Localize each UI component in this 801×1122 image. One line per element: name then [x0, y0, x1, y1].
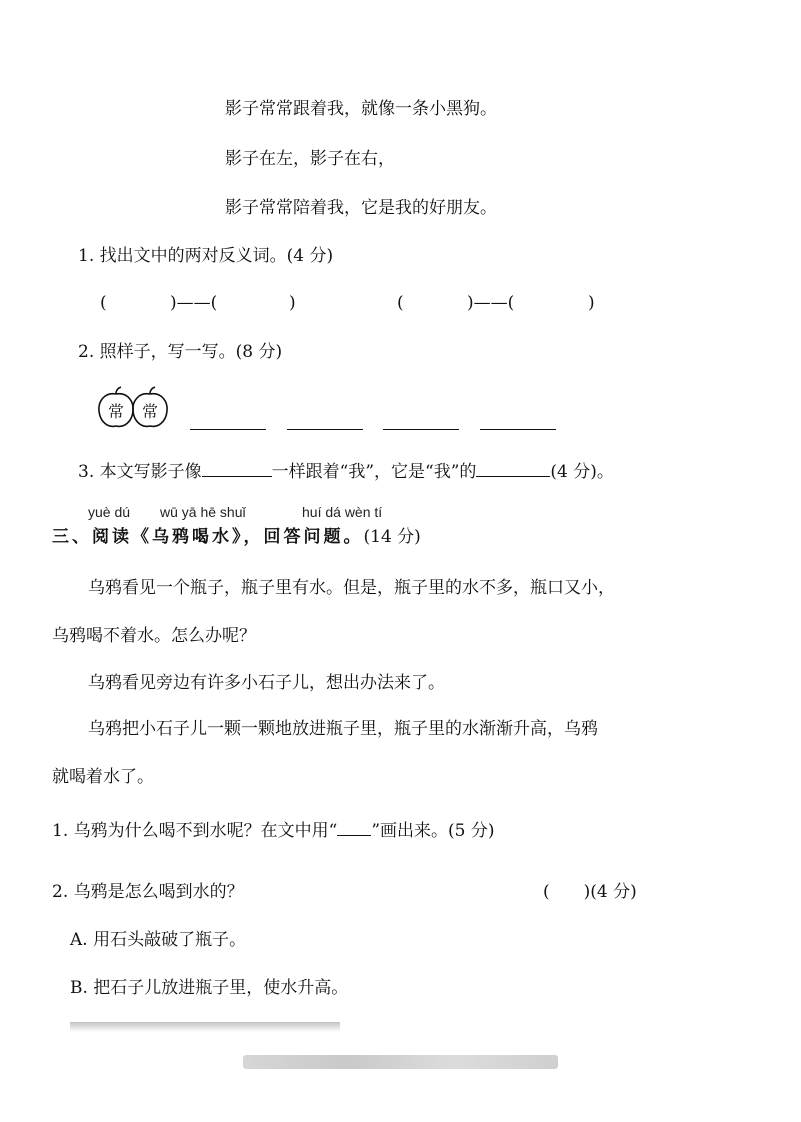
q1-pair1-mid: )——(: [170, 293, 218, 313]
q2-answer-blank-1[interactable]: [190, 427, 266, 430]
pinyin-huidawenti: huí dá wèn tí: [302, 504, 383, 520]
q3-part-2: 一样跟着“我”，它是“我”的: [271, 462, 477, 482]
story-p3-line1: 乌鸦把小石子儿一颗一颗地放进瓶子里，瓶子里的水渐渐升高，乌鸦: [88, 719, 598, 739]
q2-answer-blank-3[interactable]: [383, 427, 459, 430]
story-p1-line2: 乌鸦喝不着水。怎么办呢？: [52, 626, 256, 646]
story-p1-line1: 乌鸦看见一个瓶子，瓶子里有水。但是，瓶子里的水不多，瓶口又小，: [88, 578, 615, 598]
q3-part-3: (4 分)。: [550, 462, 614, 482]
rq1-part-1: 1. 乌鸦为什么喝不到水呢？在文中用“: [52, 821, 338, 841]
q1-pair2-blank-a[interactable]: [407, 292, 467, 314]
q1-pair1-left-paren: (: [100, 293, 107, 313]
apple-char-2: 常: [141, 402, 159, 421]
q1-pair1-right-paren: ): [289, 293, 296, 313]
q1-pair2-right-paren: ): [588, 293, 595, 313]
poem-line-3: 影子常常陪着我，它是我的好朋友。: [225, 198, 497, 218]
q3-part-1: 3. 本文写影子像: [78, 462, 202, 482]
reading-question-1: [52, 817, 495, 842]
section-3-heading: [52, 526, 421, 548]
q1-pair2-left-paren: (: [397, 293, 404, 313]
section-3-score: (14 分): [363, 527, 421, 547]
q1-pair2-blank-b[interactable]: [525, 292, 585, 314]
pinyin-yuedu: yuè dú: [88, 504, 131, 520]
apple-char-1: 常: [107, 402, 125, 421]
reading-question-2: 2. 乌鸦是怎么喝到水的？: [52, 882, 244, 902]
story-p2: 乌鸦看见旁边有许多小石子儿，想出办法来了。: [88, 673, 445, 693]
pinyin-wuyaheshui: wū yā hē shuǐ: [160, 504, 246, 520]
rq2-answer-paren[interactable]: ( )(4 分): [543, 882, 637, 902]
q1-pair1-blank-a[interactable]: [110, 292, 170, 314]
question-3: [78, 458, 614, 483]
q3-blank-1[interactable]: [202, 458, 272, 477]
poem-line-1: 影子常常跟着我，就像一条小黑狗。: [225, 99, 497, 119]
blurred-footer: [243, 1055, 558, 1069]
q3-blank-2[interactable]: [476, 458, 550, 477]
question-1: 1. 找出文中的两对反义词。(4 分): [78, 246, 334, 266]
q2-answer-blank-4[interactable]: [480, 427, 556, 430]
q1-pair2-mid: )——(: [467, 293, 515, 313]
question-2: 2. 照样子，写一写。(8 分): [78, 342, 283, 362]
section-3-title: 三、阅读《乌鸦喝水》，回答问题。: [52, 527, 364, 547]
poem-line-2: 影子在左，影子在右，: [225, 149, 395, 169]
rq1-underline-sample: [337, 817, 371, 836]
story-p3-line2: 就喝着水了。: [52, 767, 154, 787]
rq2-option-b[interactable]: B. 把石子儿放进瓶子里，使水升高。: [70, 978, 349, 998]
q1-pair1-blank-b[interactable]: [228, 292, 288, 314]
rq2-option-a[interactable]: A. 用石头敲破了瓶子。: [70, 930, 247, 950]
q2-answer-blank-2[interactable]: [287, 427, 363, 430]
rq1-part-2: ”画出来。(5 分): [371, 821, 495, 841]
cutoff-text-row: [70, 1022, 340, 1032]
apple-example-icon: [96, 386, 176, 430]
